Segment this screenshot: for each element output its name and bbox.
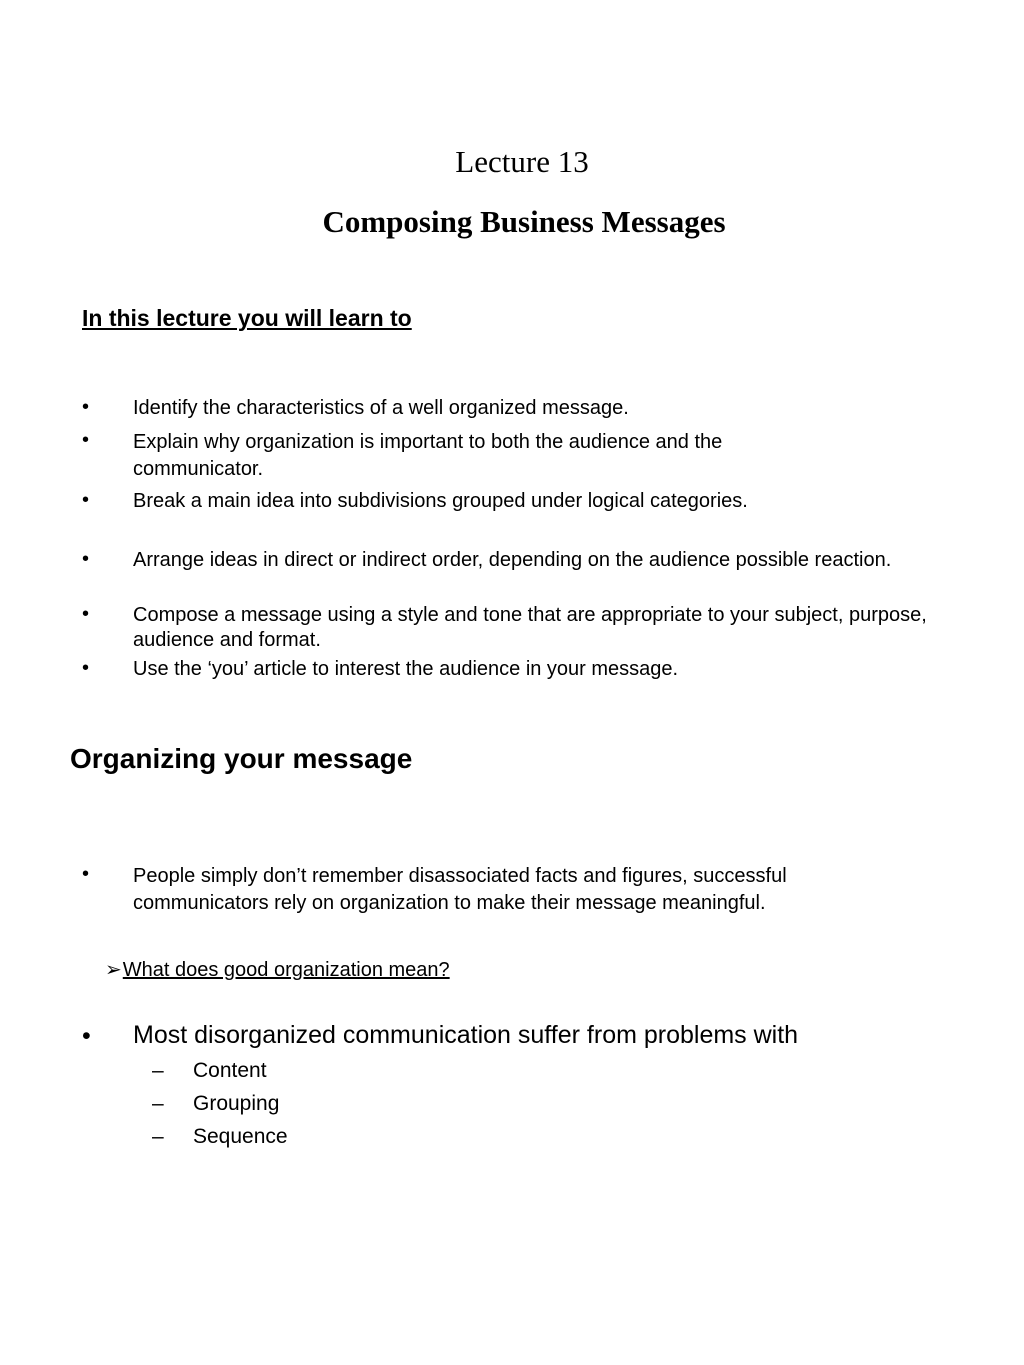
sub-list-item-text: Content [193, 1059, 267, 1082]
sub-list-item-text: Grouping [193, 1092, 280, 1115]
bullet: • [82, 657, 90, 679]
list-item-text: Arrange ideas in direct or indirect order, depending on the audience possible reaction. [133, 549, 892, 571]
lecture-number: Lecture 13 [455, 144, 589, 179]
list-item-text: People simply don’t remember disassociated facts and figures, successful communicators rely on organization to make their message meaningful. [133, 865, 787, 914]
dash-bullet: – [152, 1092, 164, 1115]
list-item-text: Break a main idea into subdivisions grouped under logical categories. [133, 490, 748, 512]
list-item-text: Compose a message using a style and tone that are appropriate to your subject, purpose, audience and format. [133, 604, 927, 651]
bullet: • [82, 396, 90, 418]
arrow-bullet-icon: ➢ [105, 959, 122, 981]
bullet: • [82, 863, 90, 885]
question-text: What does good organization mean? [122, 959, 450, 981]
list-item-text: Explain why organization is important to both the audience and the communicator. [133, 431, 723, 480]
question [105, 957, 450, 982]
bullet: • [82, 548, 90, 570]
dash-bullet: – [152, 1125, 164, 1148]
bullet: • [82, 429, 90, 451]
lecture-title: Composing Business Messages [322, 204, 726, 239]
bullet: • [82, 603, 90, 625]
list-item-text: Use the ‘you’ article to interest the audience in your message. [133, 658, 679, 680]
dash-bullet: – [152, 1059, 164, 1082]
main-point-text: Most disorganized communication suffer from problems with [133, 1021, 799, 1049]
section-heading: Organizing your message [70, 743, 413, 774]
bullet: • [82, 489, 90, 511]
sub-list-item-text: Sequence [193, 1125, 288, 1148]
objectives-heading: In this lecture you will learn to [82, 305, 412, 331]
list-item-text: Identify the characteristics of a well organized message. [133, 397, 629, 419]
bullet: • [82, 1022, 91, 1050]
